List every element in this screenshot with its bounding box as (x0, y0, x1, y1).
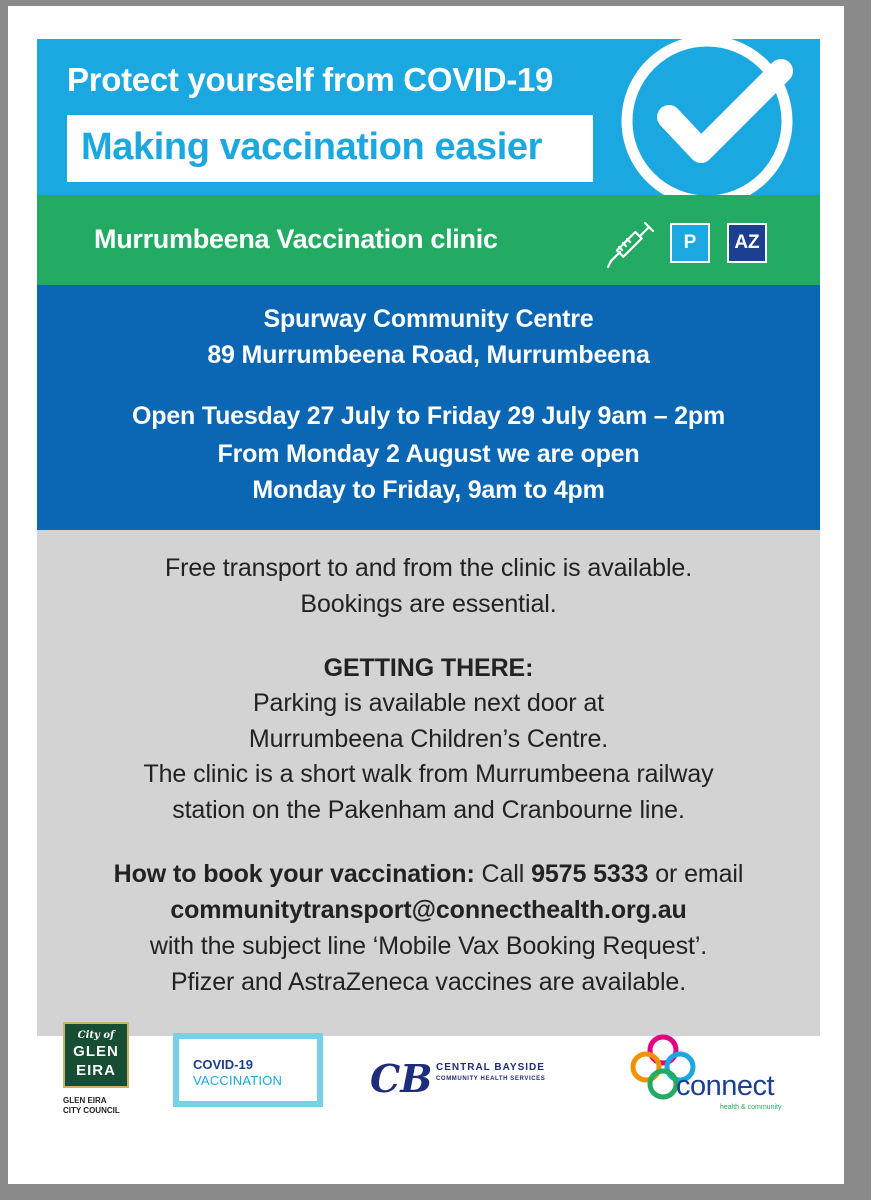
glen-eira-caption (63, 1096, 153, 1116)
checkmark-circle-icon (613, 39, 813, 195)
headline: Protect yourself from COVID-19 (67, 61, 554, 98)
transport-text: Free transport to and from the clinic is available. (164, 554, 693, 582)
venue-address: 89 Murrumbeena Road, Murrumbeena (207, 341, 650, 369)
vaccines-text: Pfizer and AstraZeneca vaccines are available. (170, 968, 687, 996)
email-address[interactable]: communitytransport@connecthealth.org.au (170, 896, 687, 924)
booking-line (37, 860, 820, 889)
glen-eira-caption-line2: CITY COUNCIL (63, 1106, 120, 1115)
glen-eira-logo-line1: City of (77, 1030, 115, 1041)
booking-call-text: Call (474, 860, 532, 888)
transport-text: Bookings are essential. (300, 590, 557, 618)
info-band (37, 530, 820, 1036)
glen-eira-logo-line3: EIRA (76, 1062, 116, 1079)
booking-label: How to book your vaccination: (113, 860, 475, 888)
central-bayside-logo-mark (368, 1056, 432, 1102)
hours-line: Open Tuesday 27 July to Friday 29 July 9am – 2pm (132, 402, 725, 430)
header-band (37, 39, 820, 195)
phone-number[interactable]: 9575 5333 (531, 860, 649, 888)
central-bayside-subtitle: COMMUNITY HEALTH SERVICES (436, 1076, 546, 1082)
location-band (37, 285, 820, 530)
subject-line-text: with the subject line ‘Mobile Vax Booking Request’. (149, 932, 708, 960)
clinic-band (37, 195, 820, 285)
central-bayside-mark: CB (370, 1056, 432, 1101)
subhead: Making vaccination easier (81, 126, 542, 168)
covid-logo-line2: VACCINATION (193, 1073, 283, 1088)
glen-eira-caption-line1: GLEN EIRA (63, 1096, 107, 1105)
getting-there-text: The clinic is a short walk from Murrumbeena railway (143, 760, 714, 788)
booking-email-text: or email (648, 860, 744, 888)
poster-page (8, 6, 844, 1184)
connect-tagline: health & community (720, 1104, 782, 1111)
clinic-name: Murrumbeena Vaccination clinic (94, 224, 498, 254)
syringe-icon (603, 217, 659, 273)
covid-logo-line1: COVID-19 (193, 1057, 253, 1072)
astrazeneca-badge: AZ (727, 223, 767, 263)
partner-logos (8, 1016, 844, 1156)
covid-vaccination-logo (173, 1033, 323, 1107)
getting-there-text: station on the Pakenham and Cranbourne line. (172, 796, 685, 824)
glen-eira-logo (63, 1022, 129, 1088)
venue-name: Spurway Community Centre (263, 305, 594, 333)
hours-line: Monday to Friday, 9am to 4pm (252, 476, 605, 504)
pfizer-badge: P (670, 223, 710, 263)
getting-there-heading: GETTING THERE: (323, 654, 534, 682)
getting-there-text: Parking is available next door at (252, 689, 605, 717)
glen-eira-logo-line2: GLEN (73, 1043, 119, 1060)
central-bayside-name: CENTRAL BAYSIDE (436, 1062, 545, 1073)
connect-wordmark: connect (676, 1070, 775, 1102)
hours-line: From Monday 2 August we are open (217, 440, 640, 468)
covid-vaccination-logo-inner (179, 1039, 317, 1101)
subhead-box (67, 115, 593, 182)
getting-there-text: Murrumbeena Children’s Centre. (248, 725, 609, 753)
